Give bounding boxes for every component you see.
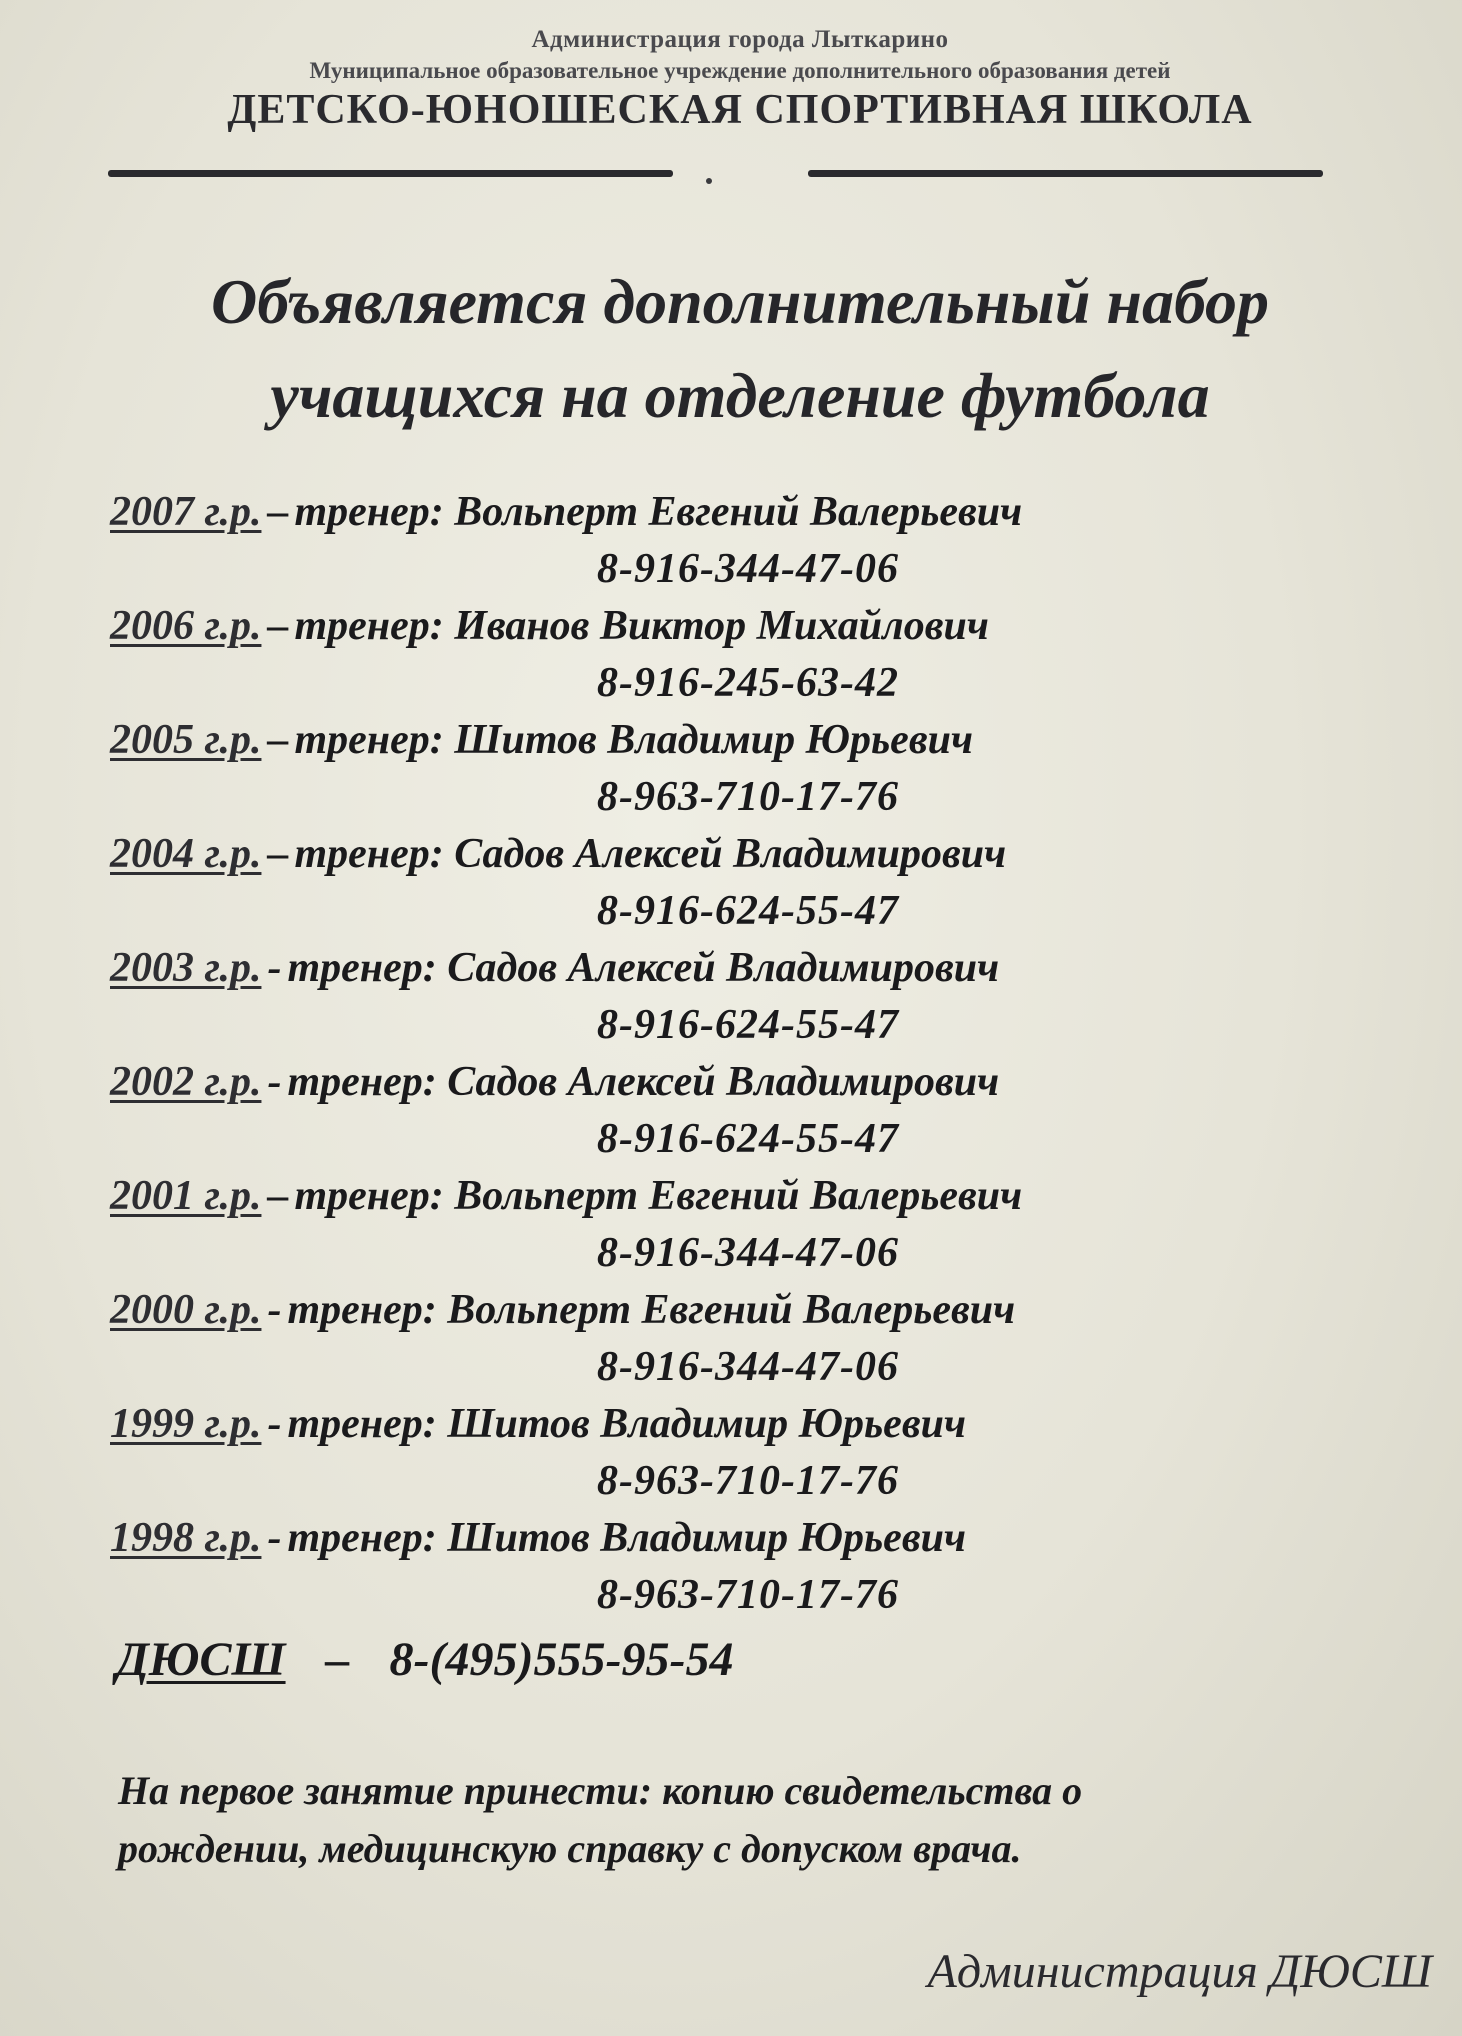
announcement-line-2: учащихся на отделение футбола [270, 360, 1210, 431]
school-phone: 8-(495)555-95-54 [389, 1633, 734, 1686]
coach-name: тренер: Садов Алексей Владимирович [287, 1059, 1000, 1105]
coach-phone: 8-963-710-17-76 [597, 1458, 899, 1504]
roster-entry-coach-line [110, 483, 1310, 541]
entry-dash: - [267, 945, 282, 991]
roster-entry-coach-line [110, 939, 1310, 997]
coach-phone: 8-916-624-55-47 [597, 1116, 899, 1162]
entry-dash: – [267, 489, 289, 535]
letterhead-rule-dot [706, 178, 712, 184]
coach-name: тренер: Иванов Виктор Михайлович [294, 603, 989, 649]
coach-name: тренер: Шитов Владимир Юрьевич [287, 1401, 966, 1447]
roster-entry [110, 1053, 1310, 1167]
entry-dash: - [267, 1401, 282, 1447]
roster-entry [110, 597, 1310, 711]
entry-dash: – [267, 603, 289, 649]
coach-name: тренер: Садов Алексей Владимирович [287, 945, 1000, 991]
roster-entry [110, 1509, 1310, 1623]
roster-entry [110, 483, 1310, 597]
letterhead-rule-right [808, 170, 1323, 177]
roster-entry [110, 711, 1310, 825]
roster-entry-coach-line [110, 1053, 1310, 1111]
birth-year: 2003 г.р. [110, 945, 262, 991]
birth-year: 1999 г.р. [110, 1401, 262, 1447]
roster-entry-coach-line [110, 1509, 1310, 1567]
coach-name: тренер: Вольперт Евгений Валерьевич [294, 1173, 1023, 1219]
coach-name: тренер: Шитов Владимир Юрьевич [287, 1515, 966, 1561]
coach-name: тренер: Шитов Владимир Юрьевич [294, 717, 973, 763]
announcement-line-1: Объявляется дополнительный набор [210, 266, 1270, 337]
institution-line: Муниципальное образовательное учреждение дополнительного образования детей [309, 58, 1171, 83]
entry-dash: – [267, 831, 289, 877]
city-administration-line: Администрация города Лыткарино [531, 26, 949, 53]
roster-entry [110, 1395, 1310, 1509]
school-contact-separator: – [325, 1633, 350, 1686]
note-line-2: рождении, медицинскую справку с допуском врача. [118, 1826, 1022, 1871]
announcement-title [90, 255, 1390, 443]
coach-phone: 8-916-624-55-47 [597, 1002, 899, 1048]
entry-dash: - [267, 1059, 282, 1105]
coach-phone: 8-963-710-17-76 [597, 1572, 899, 1618]
birth-year: 2002 г.р. [110, 1059, 262, 1105]
entry-dash: – [267, 717, 289, 763]
roster-entry [110, 1281, 1310, 1395]
roster-entry-coach-line [110, 711, 1310, 769]
birth-year: 1998 г.р. [110, 1515, 262, 1561]
coach-phone: 8-916-344-47-06 [597, 1344, 899, 1390]
birth-year: 2000 г.р. [110, 1287, 262, 1333]
roster-entry-coach-line [110, 1167, 1310, 1225]
coach-phone: 8-916-624-55-47 [597, 888, 899, 934]
entry-dash: – [267, 1173, 289, 1219]
school-name: ДЕТСКО-ЮНОШЕСКАЯ СПОРТИВНАЯ ШКОЛА [227, 87, 1253, 133]
coach-phone: 8-916-344-47-06 [597, 1230, 899, 1276]
coach-phone: 8-916-344-47-06 [597, 546, 899, 592]
entry-dash: - [267, 1287, 282, 1333]
birth-year: 2005 г.р. [110, 717, 262, 763]
school-contact [116, 1632, 733, 1687]
coach-name: тренер: Вольперт Евгений Валерьевич [294, 489, 1023, 535]
roster-entry [110, 1167, 1310, 1281]
note-line-1: На первое занятие принести: копию свидетельства о [118, 1768, 1083, 1813]
coach-name: тренер: Вольперт Евгений Валерьевич [287, 1287, 1016, 1333]
birth-year: 2004 г.р. [110, 831, 262, 877]
roster-entry-coach-line [110, 825, 1310, 883]
roster-entry-coach-line [110, 1281, 1310, 1339]
roster-entry-coach-line [110, 1395, 1310, 1453]
coach-name: тренер: Садов Алексей Владимирович [294, 831, 1007, 877]
coach-phone: 8-963-710-17-76 [597, 774, 899, 820]
entry-dash: - [267, 1515, 282, 1561]
letterhead [100, 18, 1380, 134]
birth-year: 2001 г.р. [110, 1173, 262, 1219]
letterhead-rule-left [108, 170, 673, 177]
signature: Администрация ДЮСШ [927, 1945, 1432, 1998]
school-abbreviation: ДЮСШ [116, 1633, 286, 1686]
birth-year: 2007 г.р. [110, 489, 262, 535]
birth-year: 2006 г.р. [110, 603, 262, 649]
roster-entry [110, 825, 1310, 939]
roster-entry-coach-line [110, 597, 1310, 655]
coach-phone: 8-916-245-63-42 [597, 660, 899, 706]
roster-entry [110, 939, 1310, 1053]
coach-roster [110, 483, 1310, 1623]
first-session-note [118, 1762, 1348, 1878]
